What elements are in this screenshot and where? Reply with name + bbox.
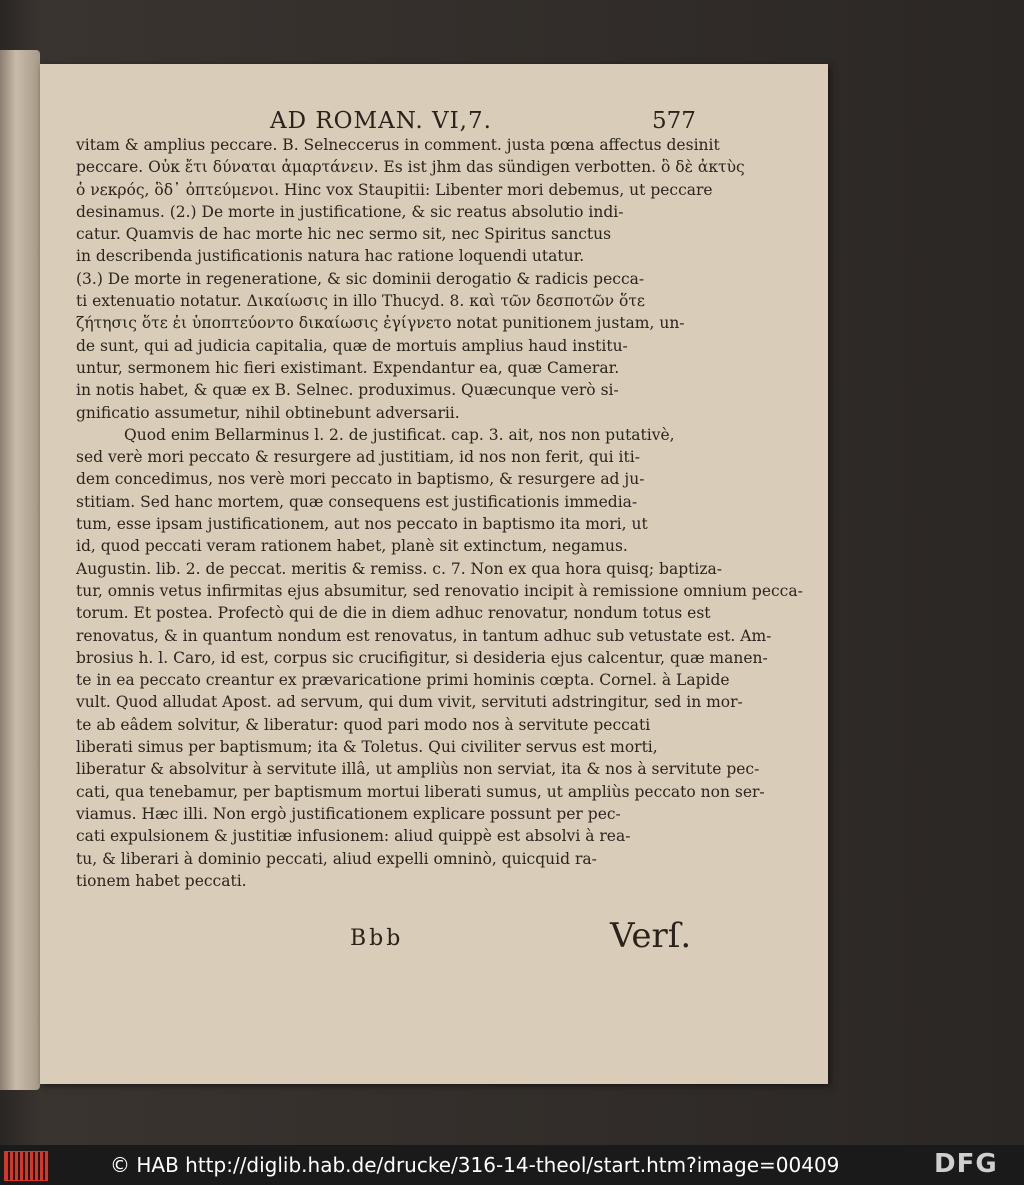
text-line: ti extenuatio notatur. Δικαίωσις in illo Thucyd. 8. καὶ τῶν δεσποτῶν ὅτε [76,292,645,311]
text-line: sed verè mori peccato & resurgere ad justitiam, id nos non ferit, qui iti- [76,448,640,467]
text-line: desinamus. (2.) De morte in justificatione, & sic reatus absolutio indi- [76,202,624,221]
text-line: cati expulsionem & justitiæ infusionem: aliud quippè est absolvi à rea- [76,827,631,846]
text-line: brosius h. l. Caro, id est, corpus sic crucifigitur, si desideria ejus calcentur, quæ manen- [76,648,768,667]
text-line: viamus. Hæc illi. Non ergò justificationem explicare possunt per pec- [76,804,621,823]
text-line: peccare. Οὐκ ἔτι δύναται ἁμαρτάνειν. Es ist jhm das sündigen verbotten. ὃ δὲ ἀκτὺς [76,158,745,177]
text-line: stitiam. Sed hanc mortem, quæ consequens est justificationis immedia- [76,492,638,511]
text-line: liberati simus per baptismum; ita & Toletus. Qui civiliter servus est morti, [76,738,658,757]
text-line: vult. Quod alludat Apost. ad servum, qui dum vivit, servituti adstringitur, sed in mor- [76,693,743,712]
text-line: catur. Quamvis de hac morte hic nec sermo sit, nec Spiritus sanctus [76,225,612,244]
text-line: ζήτησις ὅτε ἐι ὑποπτεύοντο δικαίωσις ἐγίγνετο notat punitionem justam, un- [76,314,685,333]
text-line: torum. Et postea. Profectò qui de die in diem adhuc renovatur, nondum totus est [76,604,711,623]
text-line: cati, qua tenebamur, per baptismum mortui liberati sumus, ut ampliùs peccato non ser- [76,782,765,801]
text-line: in notis habet, & quæ ex B. Selnec. produximus. Quæcunque verò si- [76,381,619,400]
text-line: id, quod peccati veram rationem habet, planè sit extinctum, negamus. [76,537,628,556]
text-line: dem concedimus, nos verè mori peccato in baptismo, & resurgere ad ju- [76,470,645,489]
text-line: tu, & liberari à dominio peccati, aliud expelli omninò, quicquid ra- [76,849,597,868]
page-number: 577 [652,108,696,134]
text-line: vitam & amplius peccare. B. Selneccerus in comment. justa pœna affectus desinit [76,136,720,154]
text-line: Quod enim Bellarminus l. 2. de justificat. cap. 3. ait, nos non putativè, [124,425,675,444]
text-line: renovatus, & in quantum nondum est renovatus, in tantum adhuc sub vetustate est. Am- [76,626,772,645]
catchword: Verſ. [610,916,692,956]
text-line: tionem habet peccati. [76,871,247,890]
text-line: tum, esse ipsam justificationem, aut nos peccato in baptismo ita mori, ut [76,515,648,534]
running-head: AD ROMAN. VI,7. [270,108,492,134]
text-line: tur, omnis vetus infirmitas ejus absumitur, sed renovatio incipit à remissione omnium pecca- [76,581,803,600]
dfg-logo: DFG [934,1149,998,1179]
text-line: ὁ νεκρός, ὃδ᾽ ὀπτεύμενοι. Hinc vox Staupitii: Libenter mori debemus, ut peccare [76,180,713,199]
text-line: untur, sermonem hic fieri existimant. Expendantur ea, quæ Camerar. [76,358,620,377]
hab-logo-icon [4,1151,48,1181]
viewer-footer [0,1145,1024,1185]
text-line: in describenda justificationis natura hac ratione loquendi utatur. [76,247,585,266]
facing-page-edge [0,50,40,1090]
book-page [40,64,828,1084]
text-line: gnificatio assumetur, nihil obtinebunt adversarii. [76,403,460,422]
text-line: te ab eâdem solvitur, & liberatur: quod pari modo nos à servitute peccati [76,715,651,734]
text-line: Augustin. lib. 2. de peccat. meritis & remiss. c. 7. Non ex qua hora quisq; baptiza- [76,559,722,578]
body-text [76,134,803,892]
signature-mark: Bbb [350,926,404,951]
copyright-link[interactable]: © HAB http://diglib.hab.de/drucke/316-14-theol/start.htm?image=00409 [110,1153,840,1177]
text-line: te in ea peccato creantur ex prævaricatione primi hominis cœpta. Cornel. à Lapide [76,671,730,690]
text-line: liberatur & absolvitur à servitute illâ, ut ampliùs non serviat, ita & nos à servitute pec- [76,760,760,779]
text-line: de sunt, qui ad judicia capitalia, quæ de mortuis amplius haud institu- [76,336,628,355]
text-line: (3.) De morte in regeneratione, & sic dominii derogatio & radicis pecca- [76,269,645,288]
